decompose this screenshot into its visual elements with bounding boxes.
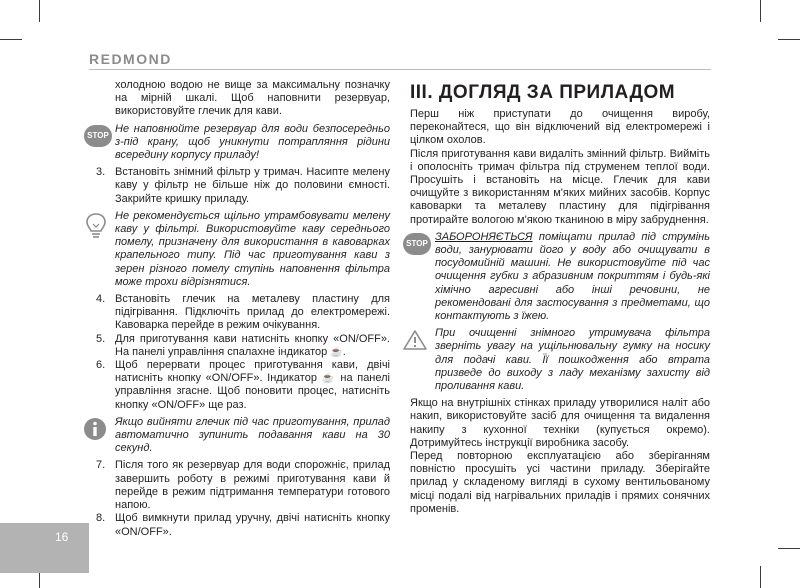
stop-icon: STOP (84, 125, 112, 147)
step-5-text: Для приготування кави натисніть кнопку «ON/OFF». На панелі управління спалахне індикатор (115, 332, 390, 358)
step-5: Для приготування кави натисніть кнопку «ON/OFF». На панелі управління спалахне індикатор ☕. (115, 332, 390, 358)
header-rule (89, 69, 711, 70)
section-heading: III. ДОГЛЯД ЗА ПРИЛАДОМ (410, 82, 676, 103)
left-column (87, 79, 391, 539)
step-6-text-b: на панелі управління згасне. Щоб поновити процес, натисніть кнопку «ON/OFF» ще раз. (115, 372, 391, 411)
step-number: 4. (96, 293, 106, 306)
stop-icon: STOP (403, 233, 431, 255)
intro-paragraph: Перш ніж приступати до очищення виробу, переконайтеся, що він відключений від електромережі і цілком охолов. (410, 108, 710, 147)
step-6 (115, 359, 390, 412)
step-6-text-a: Щоб перервати процес приготування кави, двічі натисніть кнопку «ON/OFF». Індикатор (115, 359, 390, 385)
step-3: Встановіть знімний фільтр у тримач. Насипте мелену каву у фільтр не більше ніж до половини ємності. Закрийте кришку приладу. (115, 166, 390, 205)
step-4: Встановіть глечик на металеву пластину для підігрівання. Підключіть прилад до електромережі. Кавоварка перейде в режим очікування. (115, 293, 390, 332)
warning-note: Не наповнюйте резервуар для води безпосередньо з-під крану, щоб уникнути потрапляння рідини всередину корпусу приладу! (115, 122, 390, 162)
info-icon (83, 417, 107, 441)
prohibited-text: поміщати прилад під струмінь води, занурювати його у воду або очищувати в посудомийній машині. Не використовуйте під час очищення губки з абразивним покриттям і будь-які хімічно агресивні або інші речовини, не рекомендовані для застосування з предметами, що контактують з їжею. (435, 230, 710, 323)
tip-note: Не рекомендується щільно утрамбовувати мелену каву у фільтрі. Використовуйте каву середнього помелу, призначену для використання в кавоварках крапельного типу. Під час приготування кави з зерен різного помелу ступінь наповнення фільтра може трохи відрізнятися. (115, 209, 390, 288)
warning-icon (402, 329, 428, 351)
info-note: Якщо вийняти глечик під час приготування, прилад автоматично зупинить подавання кави на 30 секунд. (115, 415, 390, 455)
step-number: 8. (96, 512, 106, 525)
page-number-box (0, 523, 89, 573)
step-7: Після того як резервуар для води спорожніє, прилад завершить роботу в режимі приготування кави й перейде в режим підтримання температури готового напою. (115, 459, 390, 512)
step-number: 6. (96, 359, 106, 372)
prohibited-word: ЗАБОРОНЯЄТЬСЯ (435, 230, 533, 243)
crop-mark (0, 39, 22, 40)
prohibited-note (435, 231, 710, 323)
crop-mark (760, 566, 761, 588)
cleaning-paragraph: Після приготування кави видаліть змінний фільтр. Вийміть і ополосніть тримач фільтра під струменем теплої води. Просушіть і встановіть на місце. Глечик для кави очищуйте з використанням м'яких мийних засобів. Корпус кавоварки та металеву пластину для підігрівання протирайте вологою м'якою тканиною в міру забруднення. (410, 147, 710, 226)
coffee-cup-icon: ☕ (321, 373, 336, 385)
storage-paragraph: Перед повторною експлуатацією або зберіганням повністю просушіть усі частини приладу. Зберігайте прилад у складеному вигляді в сухому вентильованому місці подалі від нагрівальних приладів і прямих сонячних променів. (410, 450, 710, 515)
crop-mark (39, 0, 40, 22)
page-number: 16 (55, 530, 69, 544)
step-number: 7. (96, 459, 106, 472)
coffee-cup-icon: ☕ (330, 346, 343, 358)
lightbulb-icon (85, 212, 107, 240)
crop-mark (760, 0, 761, 22)
crop-mark (778, 548, 800, 549)
brand-logo: REDMOND (89, 51, 172, 67)
step-number: 5. (96, 332, 106, 345)
descaling-paragraph: Якщо на внутрішніх стінках приладу утворилися наліт або накип, використовуйте засіб для очищення та видалення накипу з кухонної техніки (купується окремо). Дотримуйтесь інструкції виробника засобу. (410, 397, 710, 449)
step-8: Щоб вимкнути прилад уручну, двічі натисніть кнопку «ON/OFF». (115, 512, 390, 538)
right-column (406, 82, 710, 516)
crop-mark (778, 39, 800, 40)
intro-text: холодною водою не вище за максимальну позначку на мірній шкалі. Щоб наповнити резервуар, використовуйте глечик для кави. (115, 79, 390, 118)
step-number: 3. (96, 166, 106, 179)
caution-note: При очищенні знімного утримувача фільтра зверніть увагу на ущільнювальну гумку на носику для подачі кави. Її пошкодження або втрата призведе до виходу з ладу механізму захисту від проливання кави. (435, 327, 710, 393)
